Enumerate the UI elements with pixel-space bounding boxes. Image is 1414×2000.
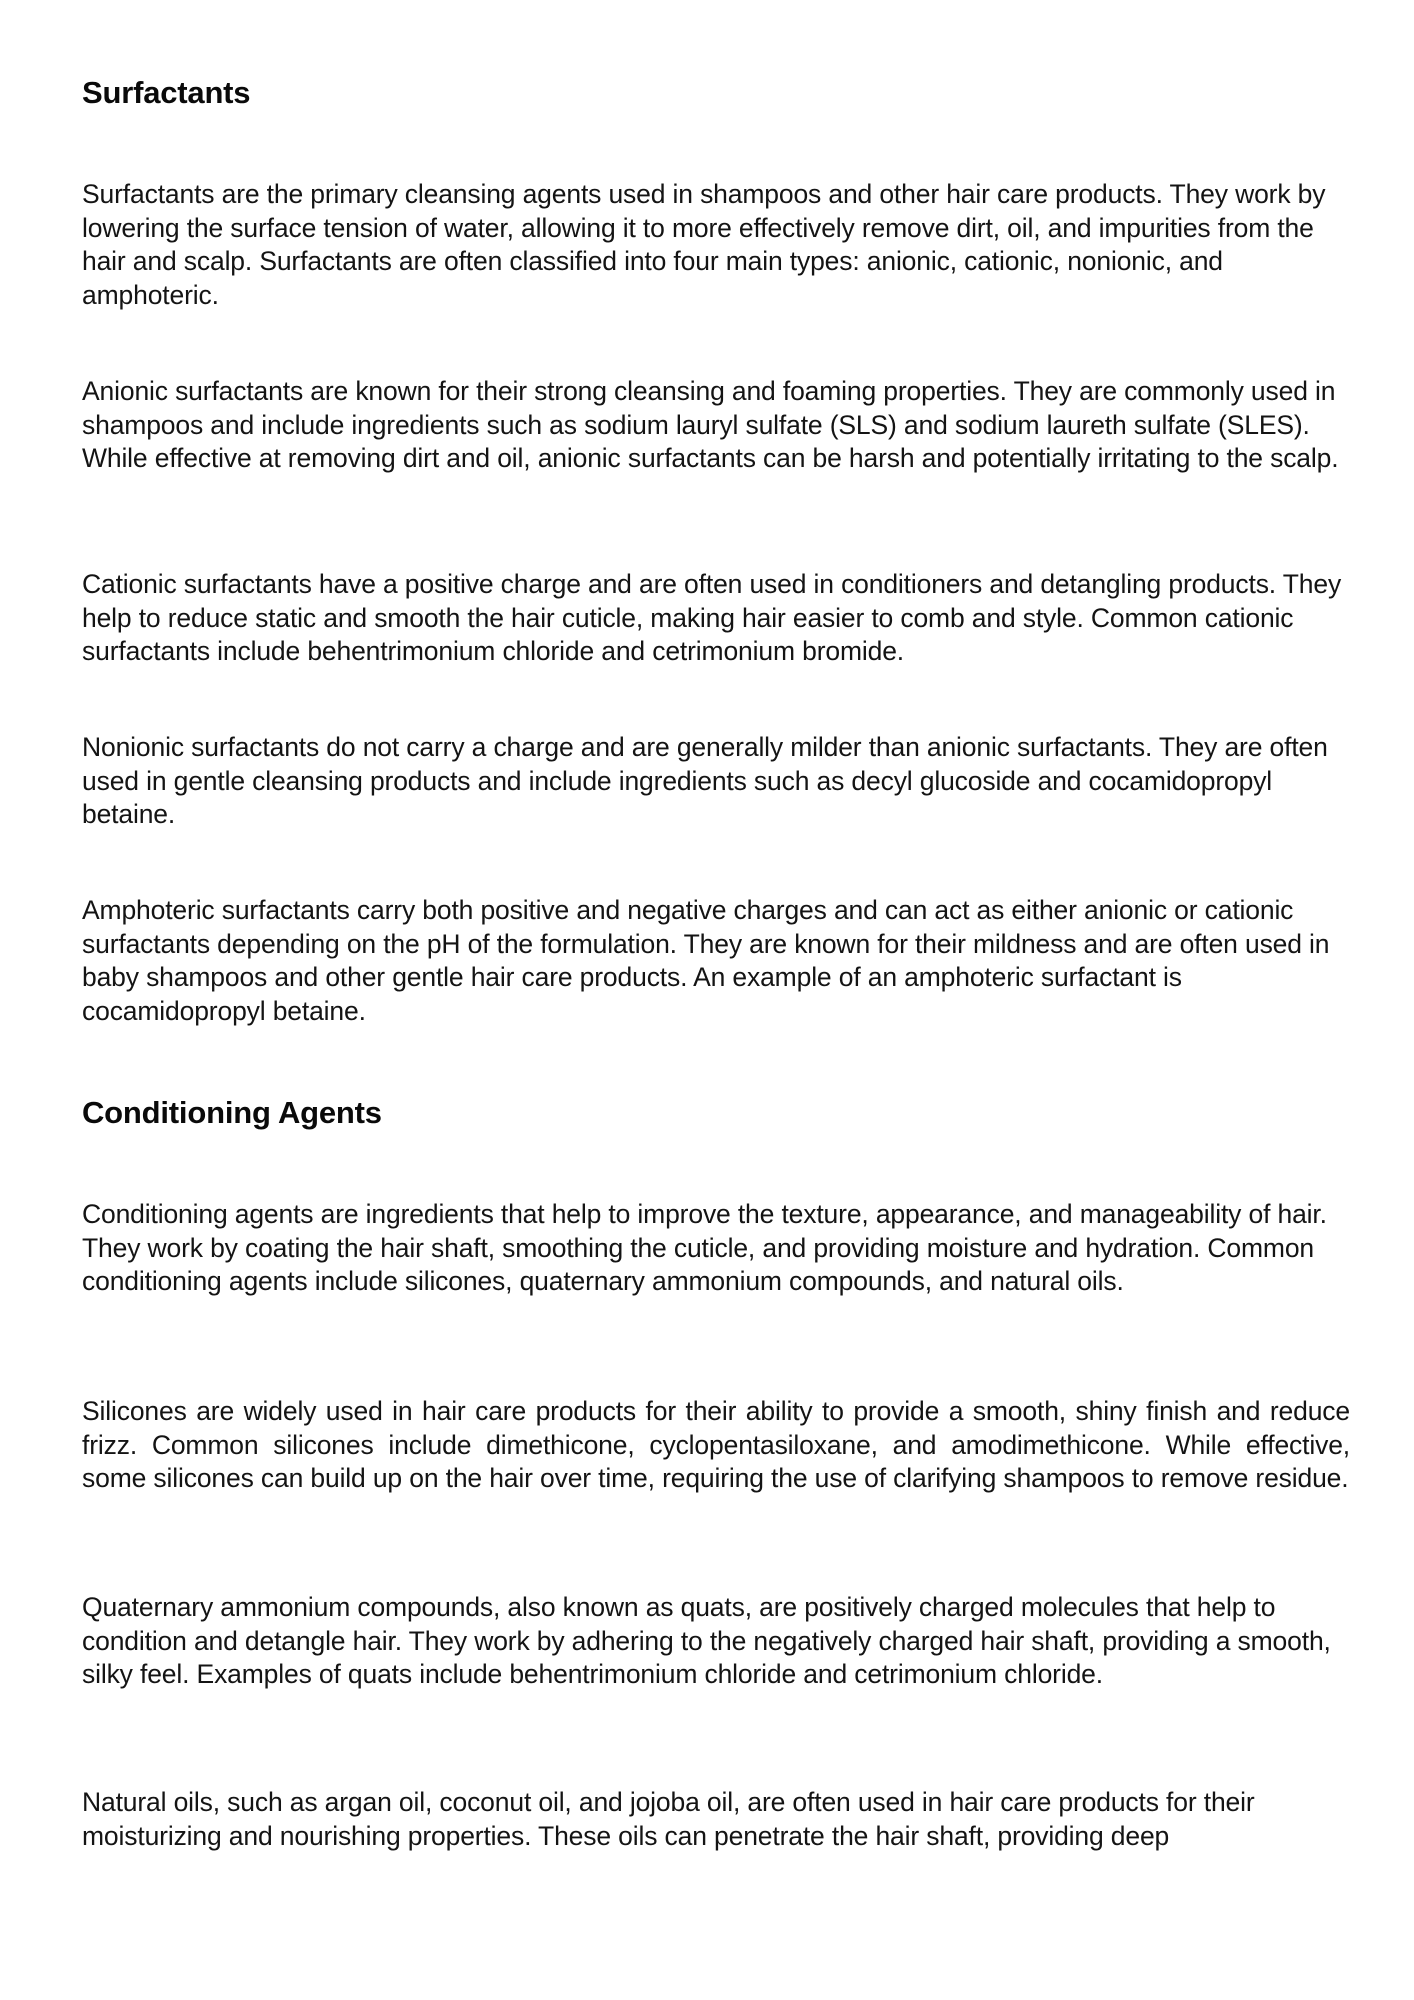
section-heading-surfactants: Surfactants (82, 75, 251, 110)
paragraph-conditioning-intro: Conditioning agents are ingredients that help to improve the texture, appearance, and manageability of hair. They work by coating the hair shaft, smoothing the cuticle, and providing moisture and hydration. Common conditioning agents include silicones, quaternary ammonium compounds, and natural oils. (82, 1199, 1327, 1297)
paragraph-surfactants-intro: Surfactants are the primary cleansing agents used in shampoos and other hair care products. They work by lowering the surface tension of water, allowing it to more effectively remove dirt, oil, and impurities from the hair and scalp. Surfactants are often classified into four main types: anionic, cationic, nonionic, and amphoteric. (82, 179, 1326, 310)
paragraph-amphoteric-surfactants: Amphoteric surfactants carry both positive and negative charges and can act as either anionic or cationic surfactants depending on the pH of the formulation. They are known for their mildness and are often used in baby shampoos and other gentle hair care products. An example of an amphoteric surfactant is cocamidopropyl betaine. (82, 895, 1330, 1026)
paragraph-cationic-surfactants: Cationic surfactants have a positive charge and are often used in conditioners and detangling products. They help to reduce static and smooth the hair cuticle, making hair easier to comb and style. Common cationic surfactants include behentrimonium chloride and cetrimonium bromide. (82, 569, 1342, 667)
section-heading-conditioning-agents: Conditioning Agents (82, 1095, 382, 1130)
paragraph-silicones: Silicones are widely used in hair care products for their ability to provide a smooth, shiny finish and reduce frizz. Common silicones include dimethicone, cyclopentasiloxane, and amodimethicone. While effective, some silicones can build up on the hair over time, requiring the use of clarifying shampoos to remove residue. (82, 1396, 1350, 1494)
paragraph-nonionic-surfactants: Nonionic surfactants do not carry a charge and are generally milder than anionic surfactants. They are often used in gentle cleansing products and include ingredients such as decyl glucoside and cocamidopropyl betaine. (82, 732, 1328, 830)
paragraph-natural-oils: Natural oils, such as argan oil, coconut oil, and jojoba oil, are often used in hair care products for their moisturizing and nourishing properties. These oils can penetrate the hair shaft, providing deep (82, 1787, 1255, 1851)
paragraph-quaternary-ammonium: Quaternary ammonium compounds, also known as quats, are positively charged molecules that help to condition and detangle hair. They work by adhering to the negatively charged hair shaft, providing a smooth, silky feel. Examples of quats include behentrimonium chloride and cetrimonium chloride. (82, 1592, 1331, 1690)
paragraph-anionic-surfactants: Anionic surfactants are known for their strong cleansing and foaming properties. They are commonly used in shampoos and include ingredients such as sodium lauryl sulfate (SLS) and sodium laureth sulfate (SLES). While effective at removing dirt and oil, anionic surfactants can be harsh and potentially irritating to the scalp. (82, 376, 1339, 474)
